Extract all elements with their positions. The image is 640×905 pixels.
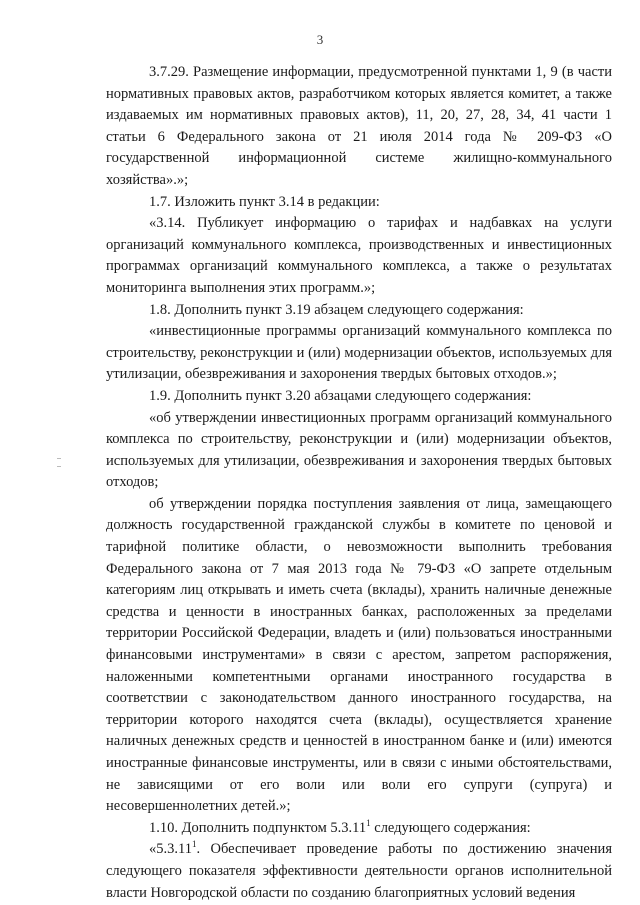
paragraph-5-3-11-1-after: . Обеспечивает проведение работы по достижению значения следующего показателя эффективности деятельности органов исполнительной власти Новгородской области по созданию благоприятных условий ведения [106,841,612,901]
paragraph-1-10-after: следующего содержания: [370,819,531,836]
paragraph-approval-procedure: об утверждении порядка поступления заявления от лица, замещающего должность государственной гражданской службы в комитете по ценовой и тарифной политике области, о невозможности выполнить требования Федерального закона от 7 мая 2013 года № 79-ФЗ «О запрете отдельным категориям лиц открывать и иметь счета (вклады), хранить наличные денежные средства и ценности в иностранных банках, расположенных за пределами территории Российской Федерации, владеть и (или) пользоваться иностранными финансовыми инструментами» в связи с арестом, запретом распоряжения, наложенными компетентными органами иностранного государства в соответствии с законодательством данного иностранного государства, на территории которого находятся счета (вклады), осуществляется хранение наличных денежных средств и ценностей в иностранном банке и (или) имеются иностранные финансовые инструменты, или в связи с иными обстоятельствами, не зависящими от его воли или воли его супруги (супруга) и несовершеннолетних детей.»; [106,495,612,815]
paragraph-3-7-29: 3.7.29. Размещение информации, предусмотренной пунктами 1, 9 (в части нормативных правовых актов, разработчиком которых является комитет, а также издаваемых им нормативных правовых актов), 11, 20, 27, 28, 34, 41 части 1 статьи 6 Федерального закона от 21 июля 2014 года № 209-ФЗ «О государственной информационной системе жилищно-коммунального хозяйства».»; [106,64,612,188]
document-body [106,62,612,904]
paragraph-1-10 [106,818,612,840]
paragraph-approval-programs: «об утверждении инвестиционных программ организаций коммунального комплекса по строительству, реконструкции и (или) модернизации объектов, используемых для утилизации, обезвреживания и захоронения твердых бытовых отходов; [106,409,612,491]
paragraph-3-14: «3.14. Публикует информацию о тарифах и надбавках на услуги организаций коммунального комплекса, производственных и инвестиционных программах организаций коммунального комплекса, а также о результатах мониторинга выполнения этих программ.»; [106,215,612,296]
margin-mark [57,466,61,467]
margin-mark [57,458,61,459]
paragraph-1-10-before: 1.10. Дополнить подпунктом 5.3.11 [149,819,367,836]
paragraph-1-7: 1.7. Изложить пункт 3.14 в редакции: [149,193,380,210]
page-number: 3 [316,32,324,47]
paragraph-5-3-11-1-before: «5.3.11 [149,841,192,858]
paragraph-5-3-11-1 [106,839,612,904]
superscript: 1 [191,839,197,850]
paragraph-investment-programs: «инвестиционные программы организаций коммунального комплекса по строительству, реконструкции и (или) модернизации объектов, используемых для утилизации, обезвреживания и захоронения твердых бытовых отходов.»; [106,323,612,383]
paragraph-1-8: 1.8. Дополнить пункт 3.19 абзацем следующего содержания: [149,301,524,318]
superscript: 1 [366,817,371,828]
paragraph-1-9: 1.9. Дополнить пункт 3.20 абзацами следующего содержания: [149,387,532,404]
